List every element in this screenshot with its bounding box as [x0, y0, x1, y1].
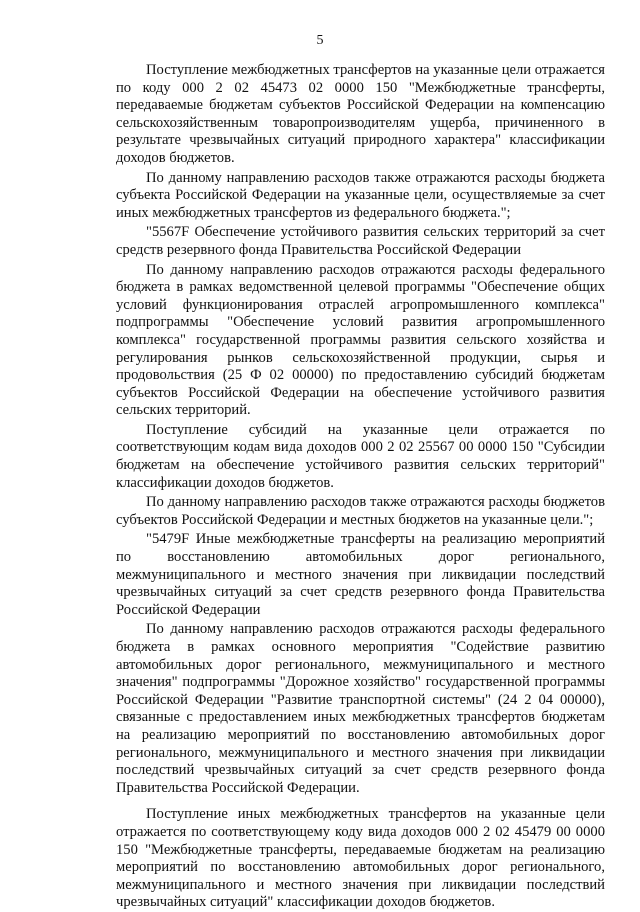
paragraph-subsidy-receipt-25567: Поступление субсидий на указанные цели отражается по соответствующим кодам вида доходов 000 2 02 25567 00 0000 150 "Субсидии бюджетам на обеспечение устойчивого развития сельских территорий" классификации доходов бюджетов.: [116, 421, 605, 491]
paragraph-federal-expenses-5479f: По данному направлению расходов отражаются расходы федерального бюджета в рамках основного мероприятия "Содействие развитию автомобильных дорог регионального, межмуниципального и местного значения" подпрограммы "Дорожное хозяйство" государственной программы Российской Федерации "Развитие транспортной системы" (24 2 04 00000), связанные с предоставлением иных межбюджетных трансфертов бюджетам на реализацию мероприятий по восстановлению автомобильных дорог регионального, межмуниципального и местного значения при ликвидации последствий чрезвычайных ситуаций за счет средств резервного фонда Правительства Российской Федерации.: [116, 621, 605, 796]
paragraph-regional-local-expenses: По данному направлению расходов также отражаются расходы бюджетов субъектов Российской Федерации и местных бюджетов на указанные цели.";: [116, 494, 605, 528]
paragraph-heading-5567f: "5567F Обеспечение устойчивого развития сельских территорий за счет средств резервного фонда Правительства Российской Федерации: [116, 224, 605, 258]
paragraph-transfer-receipt-45479: Поступление иных межбюджетных трансфертов на указанные цели отражается по соответствующему коду вида доходов 000 2 02 45479 00 0000 150 "Межбюджетные трансферты, передаваемые бюджетам на реализацию мероприятий по восстановлению автомобильных дорог регионального, межмуниципального и местного значения при ликвидации последствий чрезвычайных ситуаций" классификации доходов бюджетов.: [116, 806, 605, 911]
paragraph-federal-expenses-5567f: По данному направлению расходов отражаются расходы федерального бюджета в рамках ведомственной целевой программы "Обеспечение общих условий функционирования отраслей агропромышленного комплекса" подпрограммы "Обеспечение условий развития агропромышленного комплекса" государственной программы развития сельского хозяйства и регулирования рынков сельскохозяйственной продукции, сырья и продовольствия (25 Ф 02 00000) по предоставлению субсидий бюджетам субъектов Российской Федерации на обеспечение устойчивого развития сельских территорий.: [116, 261, 605, 419]
paragraph-heading-5479f: "5479F Иные межбюджетные трансферты на реализацию мероприятий по восстановлению автомобильных дорог регионального, межмуниципального и местного значения при ликвидации последствий чрезвычайных ситуаций за счет средств резервного фонда Правительства Российской Федерации: [116, 531, 605, 618]
paragraph-regional-expenses: По данному направлению расходов также отражаются расходы бюджета субъекта Российской Федерации на указанные цели, осуществляемые за счет иных межбюджетных трансфертов из федерального бюджета.";: [116, 169, 605, 221]
document-body: [116, 62, 605, 912]
paragraph-transfer-receipt-45473: Поступление межбюджетных трансфертов на указанные цели отражается по коду 000 2 02 45473 02 0000 150 "Межбюджетные трансферты, передаваемые бюджетам субъектов Российской Федерации на компенсацию сельскохозяйственным товаропроизводителям ущерба, причиненного в результате чрезвычайных ситуаций природного характера" классификации доходов бюджетов.: [116, 62, 605, 166]
page-number: 5: [316, 33, 324, 48]
